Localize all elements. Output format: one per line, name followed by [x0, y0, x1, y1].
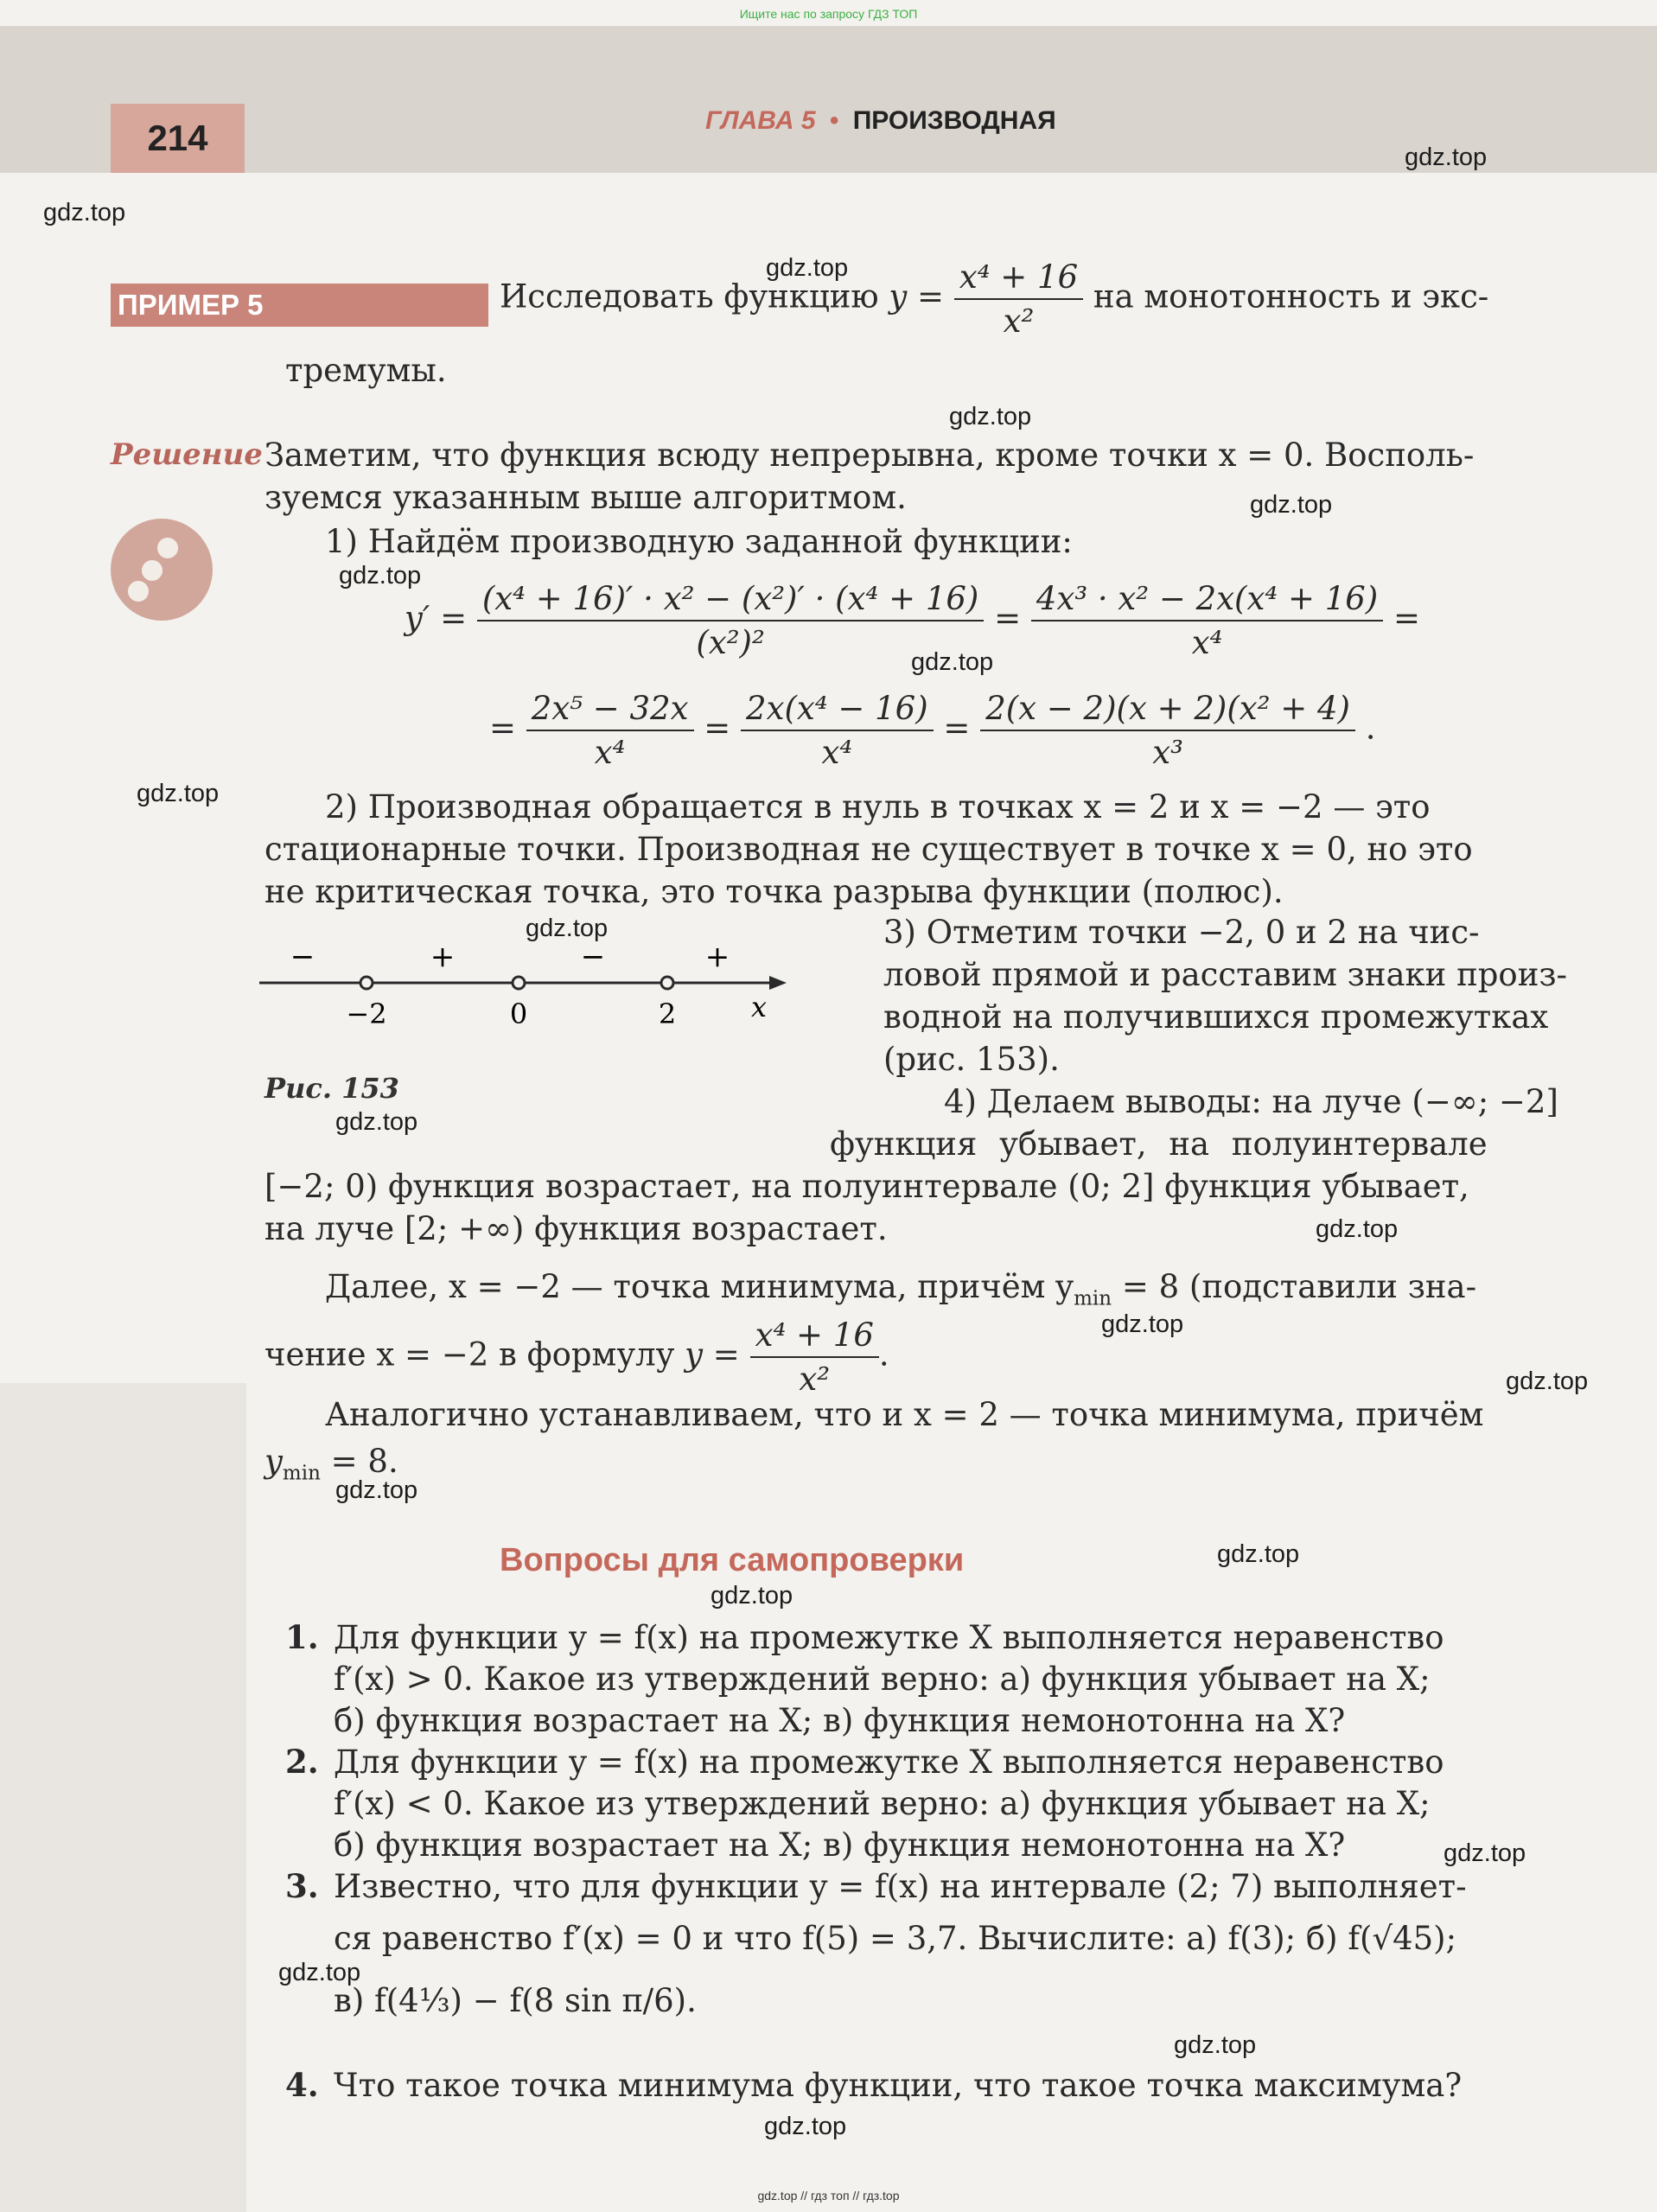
- watermark: gdz.top: [1316, 1215, 1399, 1243]
- watermark: gdz.top: [526, 915, 609, 942]
- figure-caption: Рис. 153: [264, 1072, 399, 1105]
- q1-line-1: Для функции y = f(x) на промежутке X выполняется неравенство: [334, 1619, 1444, 1656]
- step-4-line-2: функция убывает, на полуинтервале: [830, 1125, 1488, 1163]
- running-header: [705, 104, 1056, 138]
- example-task: Исследовать функцию y = $\frac{\text{x⁴ + 16}}{\text{x²}}$ на монотонность и экс-: [500, 256, 1528, 342]
- watermark: gdz.top: [278, 1959, 361, 1986]
- point-minus-2: [360, 977, 373, 989]
- label-0: 0: [509, 998, 528, 1030]
- q2-line-1: Для функции y = f(x) на промежутке X выполняется неравенство: [334, 1743, 1444, 1781]
- q4-number: 4.: [285, 2066, 319, 2104]
- watermark: gdz.top: [335, 1476, 418, 1504]
- sign-1: −: [290, 940, 315, 974]
- point-0: [513, 977, 525, 989]
- step-2-line-3: не критическая точка, это точка разрыва функции (полюс).: [264, 873, 1284, 910]
- step-4-line-3: [−2; 0) функция возрастает, на полуинтервале (0; 2] функция убывает,: [264, 1168, 1469, 1205]
- watermark: gdz.top: [1217, 1540, 1300, 1568]
- watermark: gdz.top: [764, 2113, 847, 2140]
- example-label: ПРИМЕР 5: [111, 284, 488, 327]
- further-line-1: Далее, x = −2 — точка минимума, причём $y_{min} = 8$ (подставили зна-: [325, 1268, 1477, 1310]
- q1-line-2: f′(x) > 0. Какое из утверждений верно: а) функция убывает на X;: [334, 1661, 1431, 1698]
- self-check-title: Вопросы для самопроверки: [500, 1542, 965, 1578]
- q2-line-3: б) функция возрастает на X; в) функция немонотонна на X?: [334, 1826, 1346, 1864]
- solution-intro-1: Заметим, что функция всюду непрерывна, кроме точки x = 0. Восполь-: [264, 437, 1475, 474]
- watermark: gdz.top: [137, 780, 220, 807]
- step-1: 1) Найдём производную заданной функции:: [325, 523, 1073, 560]
- example-task-cont: тремумы.: [285, 352, 447, 389]
- q4-line-1: Что такое точка минимума функции, что такое точка максимума?: [334, 2067, 1463, 2104]
- sign-3: −: [580, 940, 606, 974]
- watermark: gdz.top: [911, 648, 994, 676]
- footer-links[interactable]: gdz.top // гдз топ // гдз.top: [757, 2189, 900, 2202]
- watermark: gdz.top: [1405, 143, 1488, 171]
- step-2-line-1: 2) Производная обращается в нуль в точках x = 2 и x = −2 — это: [325, 788, 1431, 826]
- page-number: 214: [111, 104, 245, 173]
- algorithm-icon: [111, 519, 213, 621]
- derivative-eq-2: = $\frac{\text{2x⁵ − 32x}}{\text{x⁴}}$ = $\frac{\text{2x(x⁴ − 16)}}{\text{x⁴}}$ = $\frac{\text{2(x − 2)(x + 2)(x² + 4)}}{\text{x³}}$ .: [489, 687, 1376, 774]
- solution-intro-2: зуемся указанным выше алгоритмом.: [264, 479, 907, 516]
- similar-line-1: Аналогично устанавливаем, что и x = 2 — точка минимума, причём: [325, 1396, 1484, 1433]
- solution-label: Решение: [111, 437, 263, 472]
- watermark: gdz.top: [1444, 1839, 1526, 1867]
- chapter-label: ГЛАВА 5: [705, 106, 816, 135]
- q2-number: 2.: [285, 1743, 319, 1781]
- step-3-line-2: ловой прямой и расставим знаки произ-: [883, 956, 1568, 993]
- header-bullet: •: [829, 106, 839, 135]
- chapter-title: ПРОИЗВОДНАЯ: [852, 106, 1056, 135]
- watermark: gdz.top: [1174, 2031, 1257, 2059]
- derivative-eq-1: y′ = $\frac{\text{(x⁴ + 16)′ · x² − (x²)′ · (x⁴ + 16)}}{\text{(x²)²}}$ = $\frac{\text{4x³ · x² − 2x(x⁴ + 16)}}{\text{x⁴}}$ =: [405, 577, 1420, 664]
- q3-number: 3.: [285, 1867, 319, 1905]
- point-2: [661, 977, 673, 989]
- sign-4: +: [704, 940, 730, 974]
- watermark: gdz.top: [1506, 1367, 1589, 1395]
- watermark: gdz.top: [949, 403, 1032, 430]
- watermark: gdz.top: [711, 1582, 793, 1610]
- number-line-figure: [251, 934, 787, 1037]
- q3-line-1: Известно, что для функции y = f(x) на интервале (2; 7) выполняет-: [334, 1868, 1467, 1905]
- q1-number: 1.: [285, 1618, 319, 1656]
- step-4-line-1: 4) Делаем выводы: на луче (−∞; −2]: [944, 1083, 1558, 1120]
- top-banner[interactable]: Ищите нас по запросу ГДЗ ТОП: [739, 7, 918, 21]
- label-2: 2: [658, 998, 677, 1030]
- q1-line-3: б) функция возрастает на X; в) функция немонотонна на X?: [334, 1702, 1346, 1739]
- watermark: gdz.top: [43, 199, 126, 226]
- task-fraction: $\frac{\text{x⁴ + 16}}{\text{x²}}$: [954, 256, 1083, 342]
- label-minus-2: −2: [346, 998, 387, 1030]
- similar-line-2: $y_{min} = 8$.: [264, 1443, 398, 1485]
- step-3-line-4: (рис. 153).: [883, 1041, 1060, 1078]
- watermark: gdz.top: [335, 1108, 418, 1136]
- q2-line-2: f′(x) < 0. Какое из утверждений верно: а) функция убывает на X;: [334, 1785, 1431, 1822]
- q3-line-3: в) f(4⅓) − f(8 sin π/6).: [334, 1982, 697, 2019]
- axis-label-x: x: [750, 991, 768, 1023]
- further-line-2: чение x = −2 в формулу y = $\frac{\text{x⁴ + 16}}{\text{x²}}$ .: [264, 1314, 889, 1400]
- watermark: gdz.top: [766, 254, 849, 282]
- step-2-line-2: стационарные точки. Производная не существует в точке x = 0, но это: [264, 831, 1473, 868]
- step-4-line-4: на луче [2; +∞) функция возрастает.: [264, 1210, 888, 1247]
- step-3-line-3: водной на получившихся промежутках: [883, 998, 1549, 1036]
- q3-line-2: ся равенство f′(x) = 0 и что f(5) = 3,7. Вычислите: а) f(3); б) f(√45);: [334, 1920, 1457, 1957]
- step-3-line-1: 3) Отметим точки −2, 0 и 2 на чис-: [883, 914, 1480, 951]
- sign-2: +: [430, 940, 456, 974]
- watermark: gdz.top: [1101, 1310, 1184, 1338]
- watermark: gdz.top: [339, 562, 422, 590]
- watermark: gdz.top: [1250, 491, 1333, 519]
- left-margin-band: [0, 1383, 246, 2212]
- number-line-arrow: [769, 976, 787, 990]
